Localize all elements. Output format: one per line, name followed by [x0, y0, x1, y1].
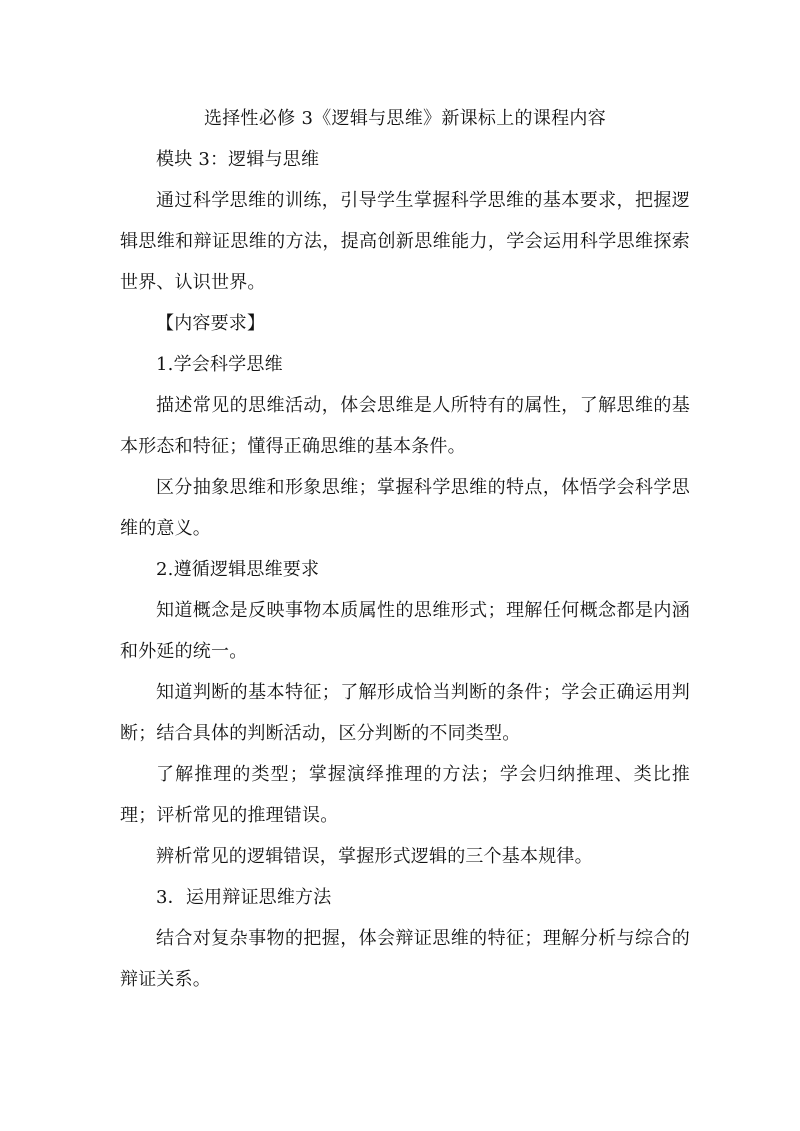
section-2-paragraph-3: 了解推理的类型；掌握演绎推理的方法；学会归纳推理、类比推理；评析常见的推理错误。: [120, 764, 690, 826]
section-2-heading: 2.遵循逻辑思维要求: [156, 559, 320, 580]
section-1-paragraph-2: 区分抽象思维和形象思维；掌握科学思维的特点，体悟学会科学思维的意义。: [120, 477, 690, 539]
module-heading: 模块 3：逻辑与思维: [156, 149, 320, 170]
content-requirements-heading: 【内容要求】: [156, 313, 266, 334]
section-2-paragraph-2: 知道判断的基本特征；了解形成恰当判断的条件；学会正确运用判断；结合具体的判断活动，区分判断的不同类型。: [120, 682, 690, 744]
section-2-paragraph-1: 知道概念是反映事物本质属性的思维形式；理解任何概念都是内涵和外延的统一。: [120, 600, 690, 662]
section-3-heading: 3．运用辩证思维方法: [156, 887, 332, 908]
document-title: 选择性必修 3《逻辑与思维》新课标上的课程内容: [203, 108, 607, 129]
module-intro-paragraph: 通过科学思维的训练，引导学生掌握科学思维的基本要求，把握逻辑思维和辩证思维的方法，提高创新思维能力，学会运用科学思维探索世界、认识世界。: [120, 190, 690, 293]
section-1-paragraph-1: 描述常见的思维活动，体会思维是人所特有的属性，了解思维的基本形态和特征；懂得正确思维的基本条件。: [120, 395, 690, 457]
document-body: [120, 98, 690, 1000]
section-3-paragraph-1: 结合对复杂事物的把握，体会辩证思维的特征；理解分析与综合的辩证关系。: [120, 928, 690, 990]
section-2-paragraph-4: 辨析常见的逻辑错误，掌握形式逻辑的三个基本规律。: [156, 846, 593, 867]
section-1-heading: 1.学会科学思维: [156, 354, 283, 375]
